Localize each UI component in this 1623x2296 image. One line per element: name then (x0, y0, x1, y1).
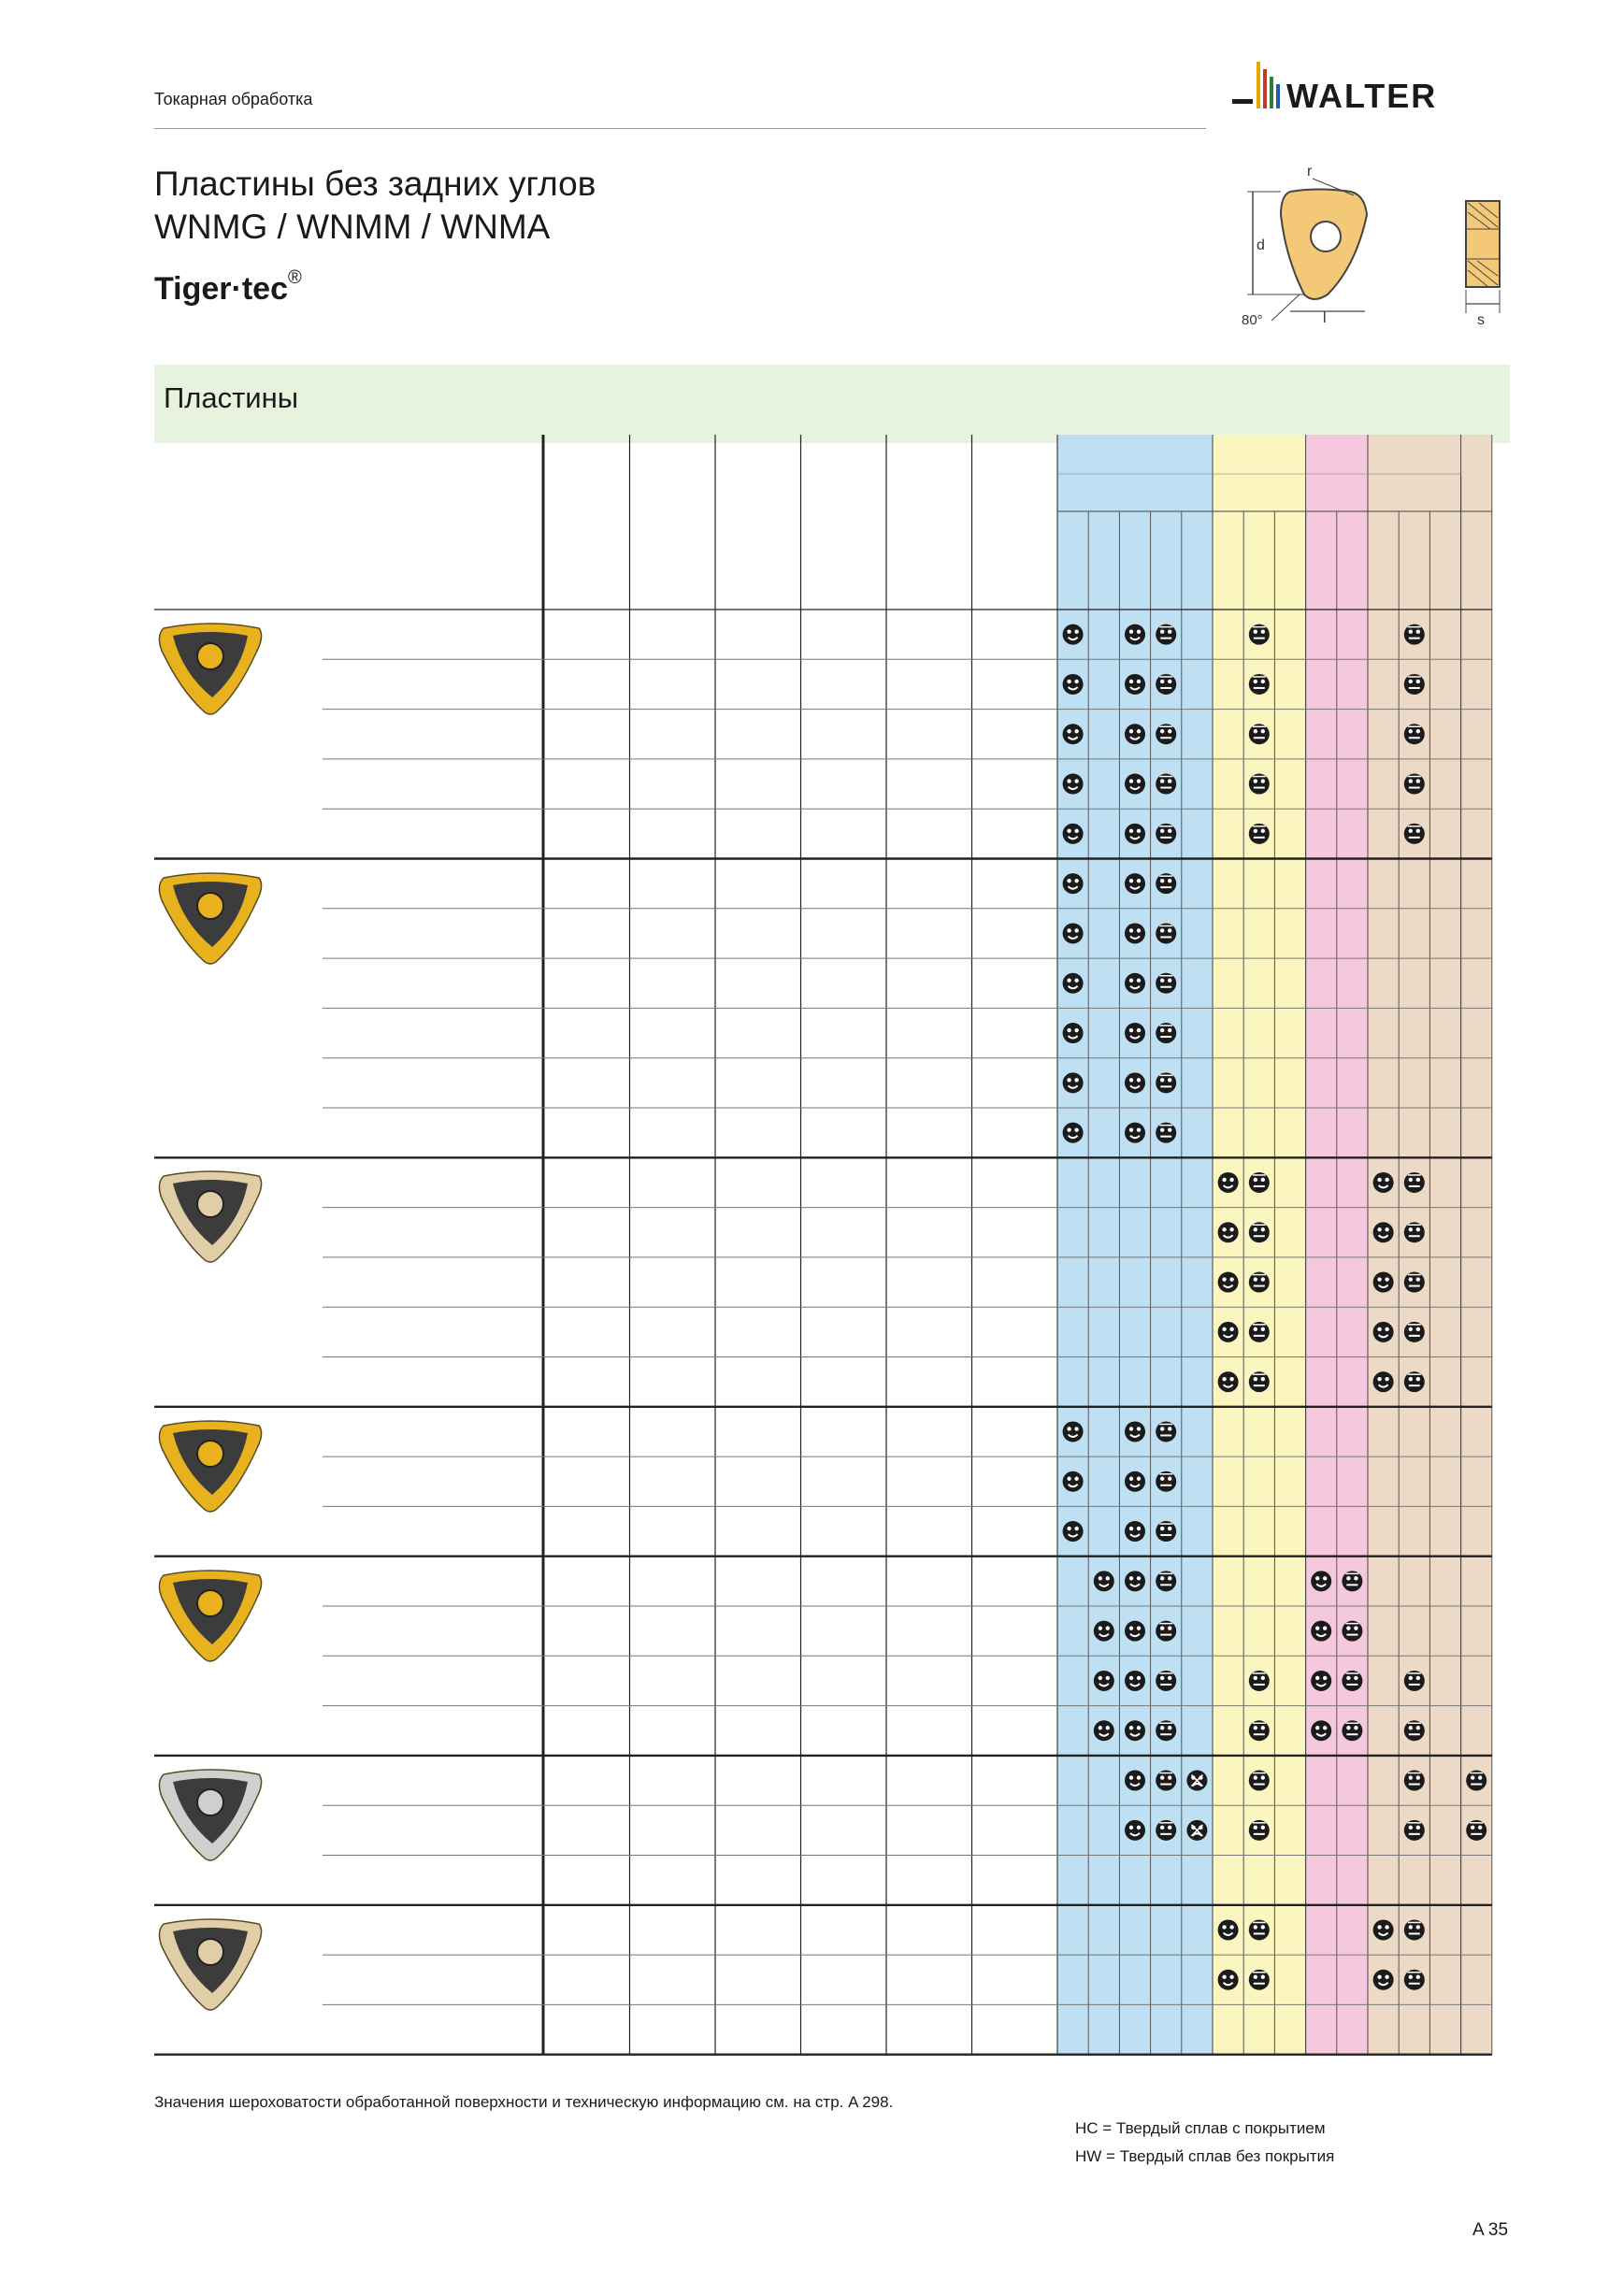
suitability-main-icon (1342, 1621, 1362, 1642)
suitability-main-icon (1156, 1023, 1176, 1043)
legend-hw: HW = Твердый сплав без покрытия (1075, 2147, 1335, 2165)
suitability-primary-icon (1063, 724, 1084, 744)
suitability-primary-icon (1063, 824, 1084, 844)
suitability-main-icon (1404, 674, 1425, 695)
suitability-main-icon (1466, 1820, 1487, 1841)
suitability-primary-icon (1125, 1671, 1145, 1691)
suitability-primary-icon (1218, 1919, 1239, 1940)
suitability-secondary-icon (1186, 1820, 1207, 1841)
suitability-main-icon (1404, 1371, 1425, 1392)
suitability-main-icon (1156, 923, 1176, 943)
insert-photo (154, 617, 266, 720)
insert-photo (154, 867, 266, 969)
dim-r-label: r (1307, 164, 1313, 179)
suitability-primary-icon (1125, 1123, 1145, 1143)
suitability-primary-icon (1125, 1771, 1145, 1791)
suitability-primary-icon (1063, 973, 1084, 994)
suitability-main-icon (1249, 1970, 1270, 1990)
suitability-main-icon (1249, 1671, 1270, 1691)
suitability-main-icon (1249, 624, 1270, 645)
material-column-bg (1213, 435, 1306, 2055)
suitability-main-icon (1156, 1621, 1176, 1642)
suitability-main-icon (1249, 824, 1270, 844)
suitability-main-icon (1404, 1970, 1425, 1990)
suitability-main-icon (1404, 1919, 1425, 1940)
header-divider (154, 128, 1206, 129)
brand-mark: ® (287, 267, 302, 288)
suitability-primary-icon (1063, 1023, 1084, 1043)
dim-angle-label: 80° (1242, 312, 1263, 328)
suitability-primary-icon (1311, 1671, 1331, 1691)
suitability-primary-icon (1125, 1820, 1145, 1841)
suitability-primary-icon (1218, 1172, 1239, 1193)
suitability-main-icon (1249, 1172, 1270, 1193)
suitability-main-icon (1156, 1720, 1176, 1741)
suitability-primary-icon (1218, 1371, 1239, 1392)
walter-logo (1232, 60, 1513, 116)
suitability-primary-icon (1125, 1072, 1145, 1093)
dim-d-label: d (1257, 237, 1265, 253)
suitability-main-icon (1404, 624, 1425, 645)
suitability-main-icon (1156, 1471, 1176, 1492)
suitability-main-icon (1156, 1072, 1176, 1093)
suitability-main-icon (1249, 1820, 1270, 1841)
suitability-primary-icon (1311, 1571, 1331, 1591)
suitability-main-icon (1156, 1671, 1176, 1691)
suitability-main-icon (1156, 1123, 1176, 1143)
suitability-main-icon (1249, 1371, 1270, 1392)
suitability-primary-icon (1063, 624, 1084, 645)
suitability-primary-icon (1218, 1322, 1239, 1342)
suitability-main-icon (1249, 774, 1270, 795)
material-column-bg (1306, 435, 1368, 2055)
suitability-primary-icon (1063, 923, 1084, 943)
suitability-primary-icon (1125, 923, 1145, 943)
suitability-primary-icon (1125, 1571, 1145, 1591)
insert-photo (154, 1165, 266, 1268)
suitability-main-icon (1466, 1771, 1487, 1791)
suitability-main-icon (1404, 1322, 1425, 1342)
suitability-main-icon (1404, 824, 1425, 844)
suitability-primary-icon (1063, 1421, 1084, 1442)
suitability-main-icon (1156, 674, 1176, 695)
suitability-primary-icon (1094, 1621, 1114, 1642)
footnote: Значения шероховатости обработанной поверхности и техническую информацию см. на стр. A 298. (154, 2093, 894, 2111)
logo-text: WALTER (1286, 77, 1438, 115)
page-number: A 35 (1472, 2220, 1509, 2240)
suitability-main-icon (1404, 1771, 1425, 1791)
suitability-main-icon (1249, 724, 1270, 744)
section-label: Токарная обработка (154, 90, 313, 108)
suitability-primary-icon (1373, 1172, 1394, 1193)
suitability-primary-icon (1125, 1023, 1145, 1043)
suitability-main-icon (1156, 774, 1176, 795)
suitability-primary-icon (1373, 1371, 1394, 1392)
suitability-primary-icon (1311, 1720, 1331, 1741)
suitability-primary-icon (1311, 1621, 1331, 1642)
suitability-primary-icon (1125, 973, 1145, 994)
suitability-primary-icon (1063, 674, 1084, 695)
suitability-main-icon (1156, 1820, 1176, 1841)
suitability-main-icon (1249, 1222, 1270, 1242)
brand-name: Tiger·tec (154, 271, 288, 307)
suitability-primary-icon (1125, 1471, 1145, 1492)
insert-diagram (1234, 164, 1515, 332)
suitability-primary-icon (1373, 1919, 1394, 1940)
insert-photo (154, 1763, 266, 1866)
suitability-primary-icon (1125, 1421, 1145, 1442)
suitability-primary-icon (1373, 1222, 1394, 1242)
suitability-main-icon (1342, 1671, 1362, 1691)
suitability-primary-icon (1094, 1671, 1114, 1691)
section-title: Пластины (164, 381, 299, 414)
material-column-bg (1461, 435, 1492, 2055)
suitability-main-icon (1156, 724, 1176, 744)
dim-s-label: s (1477, 312, 1485, 328)
suitability-main-icon (1156, 973, 1176, 994)
suitability-main-icon (1342, 1720, 1362, 1741)
suitability-primary-icon (1063, 873, 1084, 894)
insert-photo (154, 1414, 266, 1517)
suitability-main-icon (1156, 873, 1176, 894)
suitability-primary-icon (1063, 1123, 1084, 1143)
insert-photo (154, 1564, 266, 1667)
suitability-primary-icon (1125, 1521, 1145, 1542)
brand-title (154, 267, 302, 308)
suitability-primary-icon (1125, 873, 1145, 894)
legend-hc: HC = Твердый сплав с покрытием (1075, 2119, 1326, 2137)
page-title-line2: WNMG / WNMM / WNMA (154, 208, 551, 246)
suitability-main-icon (1404, 1820, 1425, 1841)
material-column-bg (1368, 435, 1461, 2055)
suitability-secondary-icon (1186, 1771, 1207, 1791)
suitability-main-icon (1249, 1272, 1270, 1293)
suitability-main-icon (1249, 1919, 1270, 1940)
suitability-main-icon (1404, 774, 1425, 795)
insert-photo (154, 1913, 266, 2016)
section-band (154, 365, 1510, 443)
dim-l-label: l (1323, 310, 1327, 326)
suitability-primary-icon (1125, 674, 1145, 695)
suitability-main-icon (1404, 724, 1425, 744)
suitability-main-icon (1156, 1421, 1176, 1442)
suitability-main-icon (1249, 1322, 1270, 1342)
suitability-primary-icon (1063, 1471, 1084, 1492)
suitability-primary-icon (1373, 1272, 1394, 1293)
suitability-main-icon (1156, 1571, 1176, 1591)
suitability-main-icon (1156, 624, 1176, 645)
material-column-bg (1057, 435, 1213, 2055)
suitability-primary-icon (1125, 724, 1145, 744)
suitability-primary-icon (1125, 1720, 1145, 1741)
suitability-primary-icon (1125, 824, 1145, 844)
suitability-main-icon (1249, 1771, 1270, 1791)
suitability-primary-icon (1063, 1521, 1084, 1542)
suitability-primary-icon (1094, 1571, 1114, 1591)
suitability-main-icon (1404, 1671, 1425, 1691)
suitability-primary-icon (1125, 1621, 1145, 1642)
suitability-primary-icon (1218, 1272, 1239, 1293)
suitability-main-icon (1249, 1720, 1270, 1741)
suitability-main-icon (1404, 1720, 1425, 1741)
suitability-primary-icon (1063, 1072, 1084, 1093)
suitability-primary-icon (1373, 1322, 1394, 1342)
suitability-main-icon (1249, 674, 1270, 695)
suitability-primary-icon (1063, 774, 1084, 795)
suitability-primary-icon (1125, 624, 1145, 645)
suitability-main-icon (1156, 1521, 1176, 1542)
suitability-main-icon (1342, 1571, 1362, 1591)
suitability-main-icon (1404, 1272, 1425, 1293)
suitability-primary-icon (1218, 1222, 1239, 1242)
suitability-primary-icon (1094, 1720, 1114, 1741)
suitability-main-icon (1156, 1771, 1176, 1791)
suitability-primary-icon (1125, 774, 1145, 795)
suitability-main-icon (1404, 1222, 1425, 1242)
page-title-line1: Пластины без задних углов (154, 165, 596, 203)
suitability-primary-icon (1373, 1970, 1394, 1990)
suitability-primary-icon (1218, 1970, 1239, 1990)
suitability-main-icon (1156, 824, 1176, 844)
suitability-main-icon (1404, 1172, 1425, 1193)
